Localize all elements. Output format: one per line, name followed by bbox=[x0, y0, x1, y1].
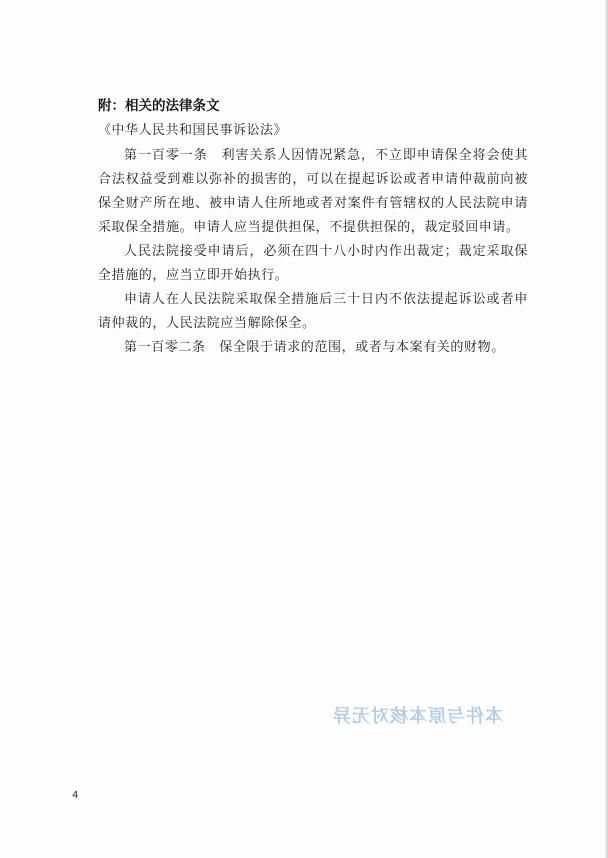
release-paragraph: 申请人在人民法院采取保全措施后三十日内不依法提起诉讼或者申请仲裁的，人民法院应当解除保全。 bbox=[98, 292, 528, 331]
verification-stamp: 本件与原本核对无异 bbox=[332, 706, 503, 727]
law-title: 《中华人民共和国民事诉讼法》 bbox=[98, 123, 288, 138]
article-102-paragraph: 第一百零二条 保全限于请求的范围，或者与本案有关的财物。 bbox=[124, 340, 505, 355]
article-101-paragraph: 第一百零一条 利害关系人因情况紧急，不立即申请保全将会使其合法权益受到难以弥补的损害的，可以在提起诉讼或者申请仲裁前向被保全财产所在地、被申请人住所地或者对案件有管辖权的人民法院申请采取保全措施。申请人应当提供担保，不提供担保的，裁定驳回申请。 bbox=[98, 148, 528, 235]
ruling-paragraph: 人民法院接受申请后，必须在四十八小时内作出裁定；裁定采取保全措施的，应当立即开始执行。 bbox=[98, 244, 528, 283]
page-number: 4 bbox=[72, 790, 79, 801]
document-body bbox=[98, 96, 528, 360]
appendix-heading: 附：相关的法律条文 bbox=[98, 98, 220, 114]
